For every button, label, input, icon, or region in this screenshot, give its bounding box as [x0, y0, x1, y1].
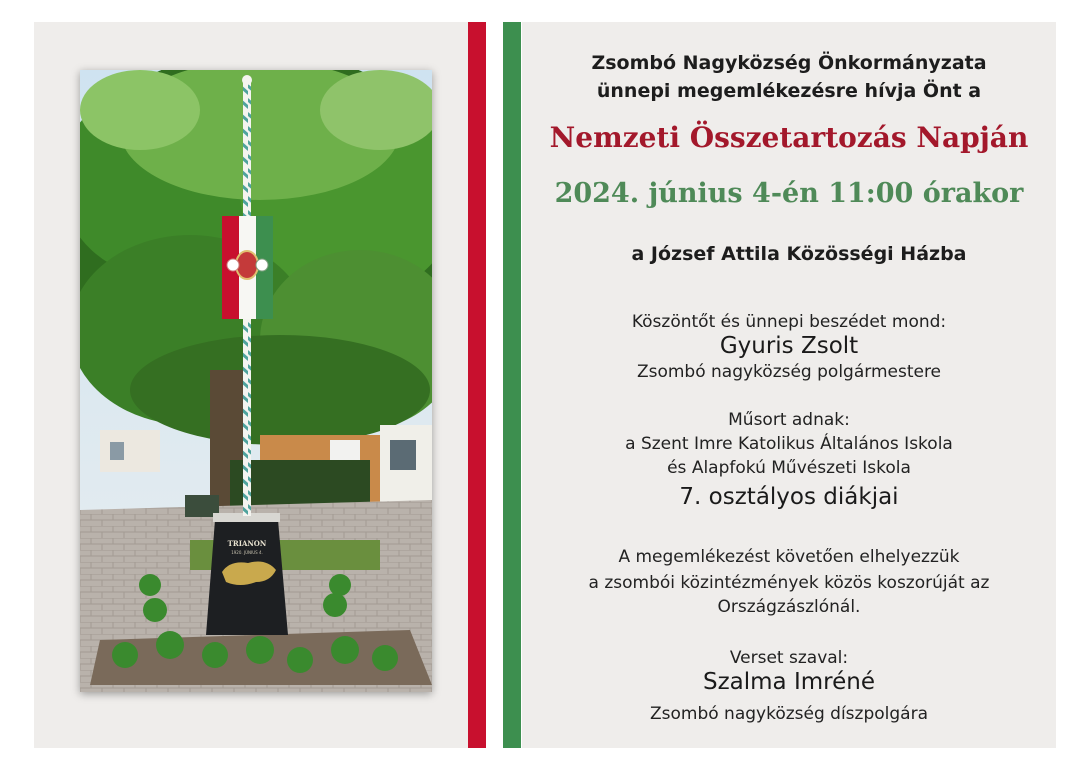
program-school-1: a Szent Imre Katolikus Általános Iskola: [625, 434, 953, 454]
wreath-line-3: Országzászlónál.: [717, 597, 861, 617]
venue: a József Attila Közösségi Házba: [631, 243, 967, 265]
wreath-line-2: a zsombói közintézmények közös koszorúját az: [588, 573, 990, 593]
event-datetime: 2024. június 4-én 11:00 órakor: [554, 178, 1024, 209]
flagpole-monument-photo: [80, 70, 432, 692]
flag-stripe-red: [468, 22, 486, 748]
flag-stripe-green: [503, 22, 521, 748]
poet-name: Szalma Imréné: [703, 669, 875, 695]
poet-title: Zsombó nagyközség díszpolgára: [649, 704, 928, 724]
greeting-intro: Köszöntőt és ünnepi beszédet mond:: [631, 312, 947, 332]
speaker-title: Zsombó nagyközség polgármestere: [636, 362, 942, 382]
trianon-monument: [206, 513, 288, 635]
host-line-2: ünnepi megemlékezésre hívja Önt a: [596, 80, 982, 102]
event-title: Nemzeti Összetartozás Napján: [549, 121, 1029, 154]
program-school-2: és Alapfokú Művészeti Iskola: [667, 458, 911, 478]
monument-inscription: TRIANON: [227, 539, 267, 548]
host-line-1: Zsombó Nagyközség Önkormányzata: [591, 52, 987, 74]
hungarian-flag: [222, 216, 273, 319]
program-intro: Műsort adnak:: [728, 410, 850, 430]
speaker-name: Gyuris Zsolt: [719, 333, 859, 359]
program-class: 7. osztályos diákjai: [679, 484, 899, 510]
poem-intro: Verset szaval:: [729, 648, 849, 668]
monument-subtext: 1920. JÚNIUS 4.: [231, 550, 263, 555]
wreath-line-1: A megemlékezést követően elhelyezzük: [618, 547, 960, 567]
photo-illustration: [80, 70, 432, 692]
